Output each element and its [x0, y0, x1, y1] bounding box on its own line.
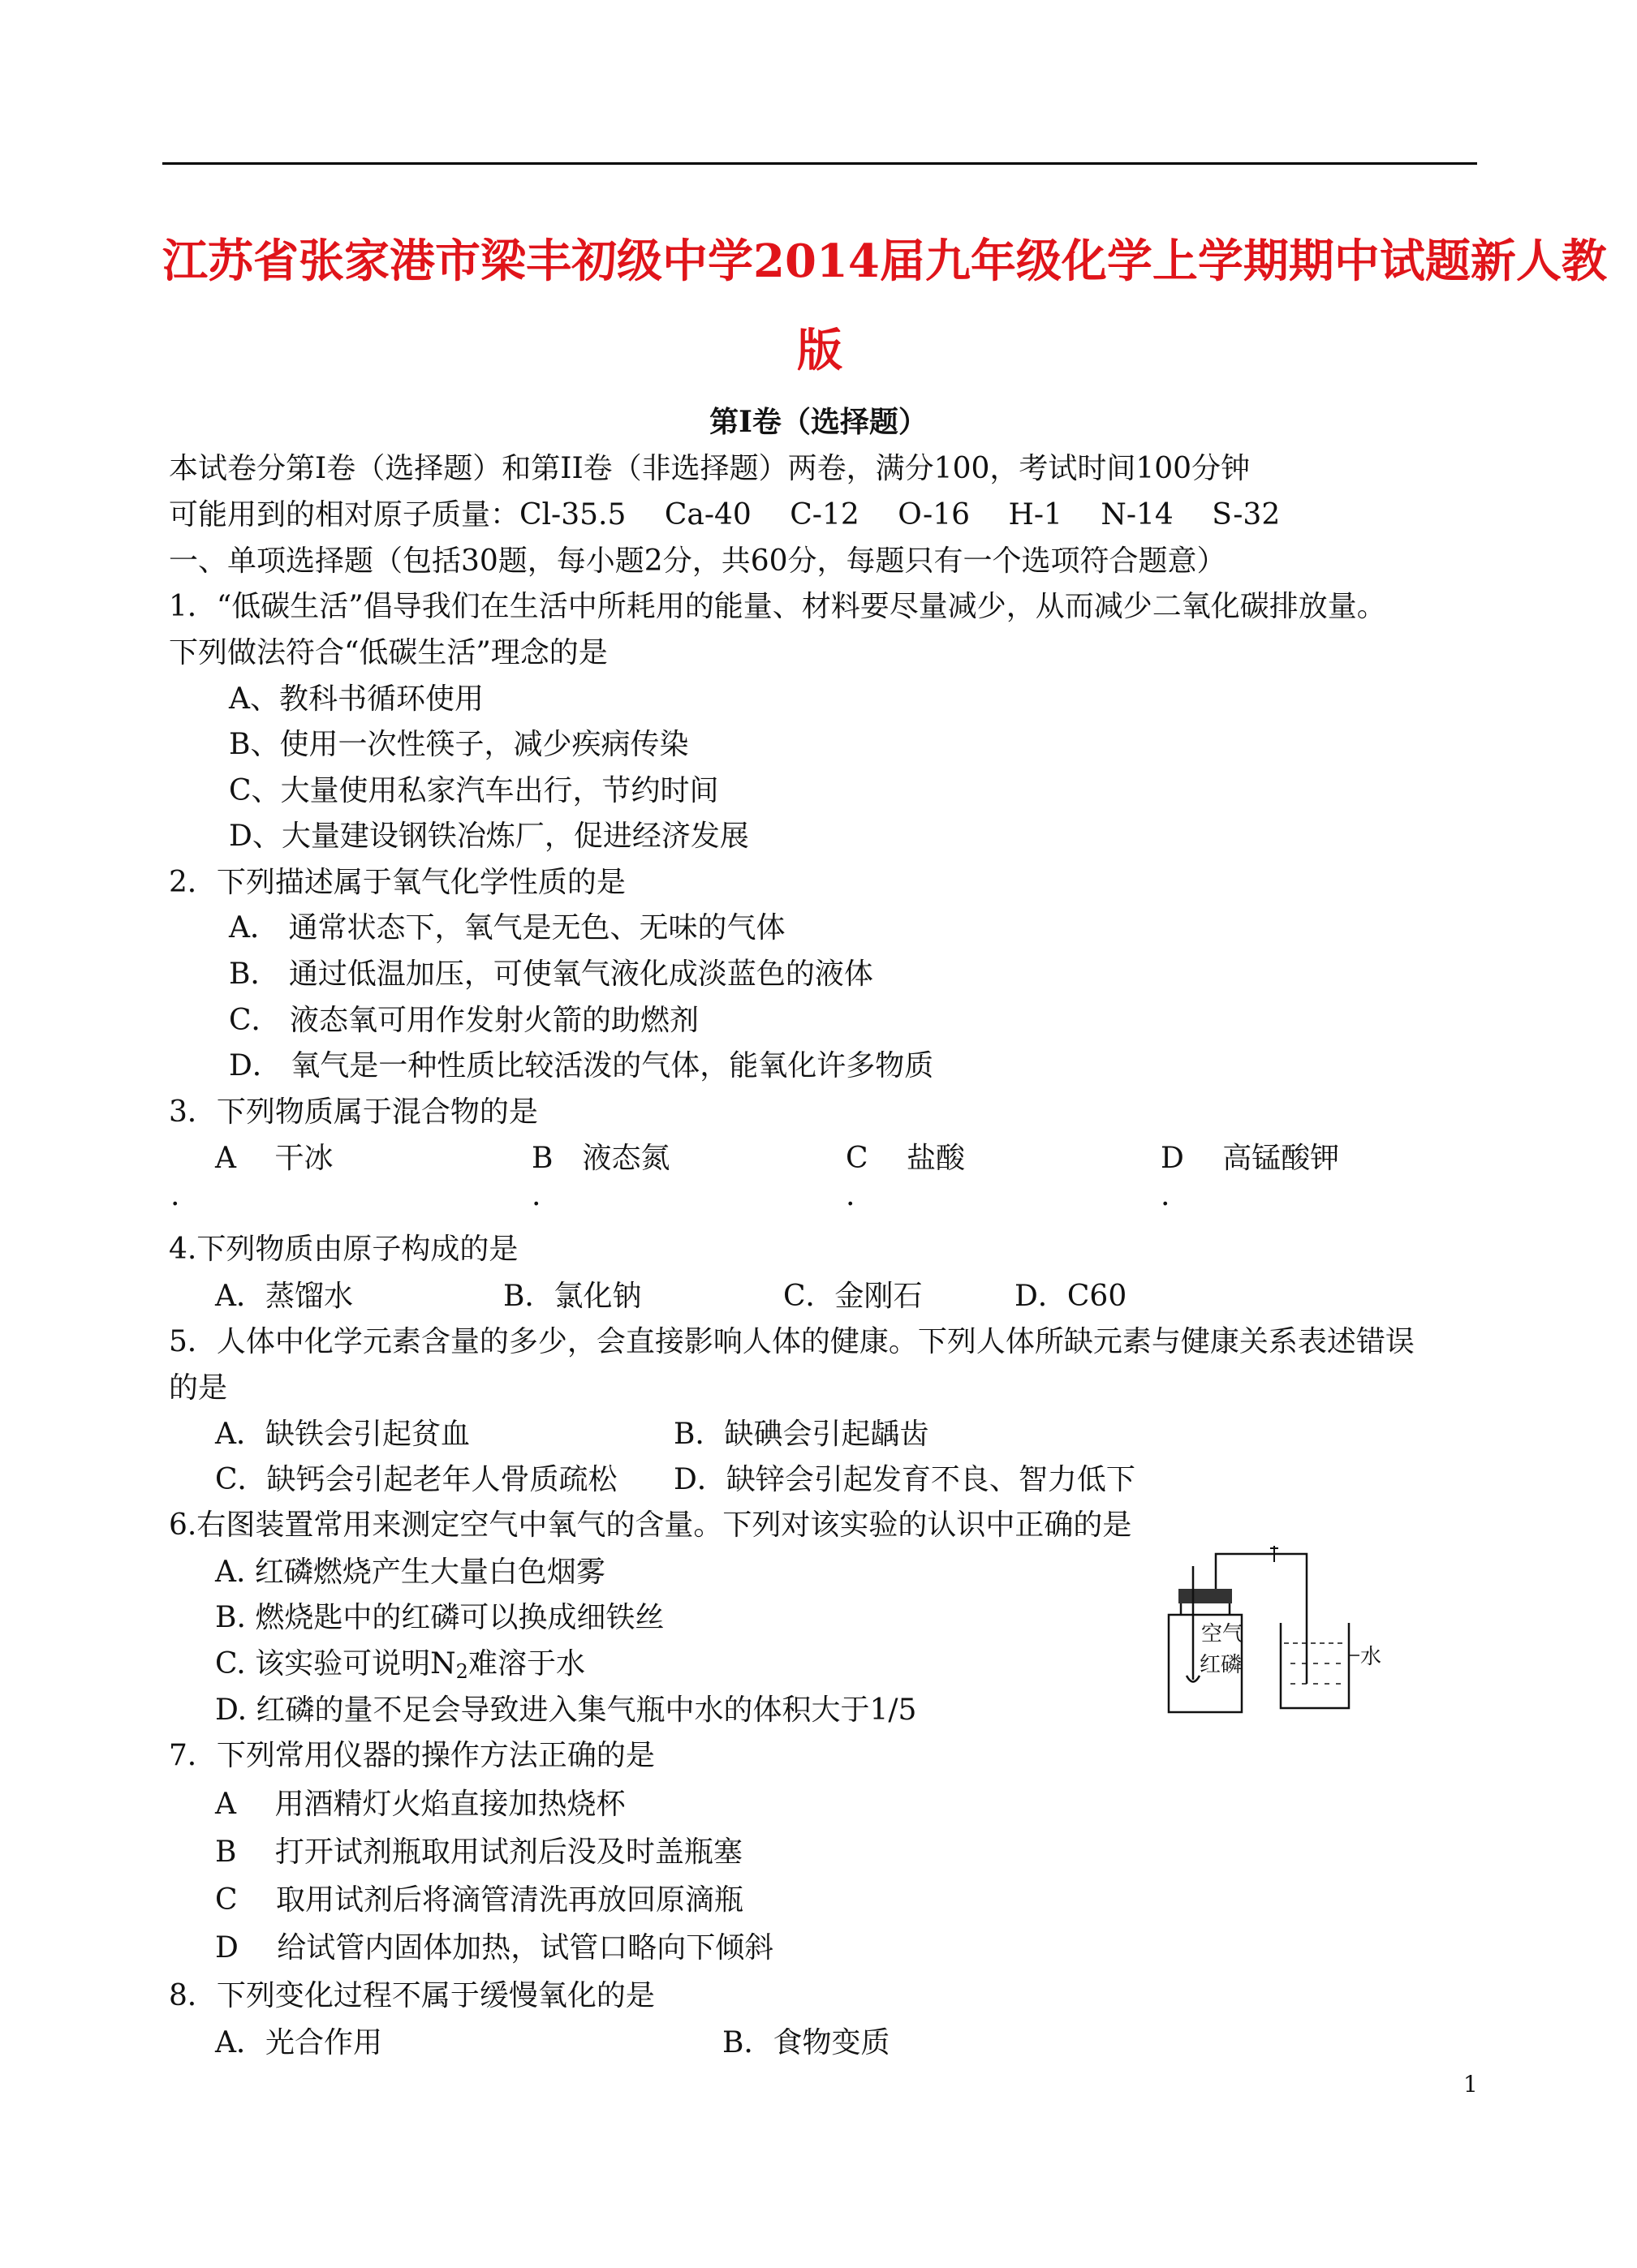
q7-stem: 7．下列常用仪器的操作方法正确的是 — [169, 1739, 655, 1772]
q8-option-a: A．光合作用 — [215, 2026, 382, 2059]
q1-stem-line-1: 1．“低碳生活”倡导我们在生活中所耗用的能量、材料要尽量减少，从而减少二氧化碳排放量。 — [169, 590, 1386, 623]
q5-option-c: C．缺钙会引起老年人骨质疏松 — [215, 1463, 618, 1496]
label-air: 空气 — [1201, 1622, 1244, 1646]
q2-stem: 2．下列描述属于氧气化学性质的是 — [169, 866, 626, 899]
q7-option-d: D 给试管内固体加热，试管口略向下倾斜 — [215, 1931, 774, 1965]
section-heading: 第Ⅰ卷（选择题） — [709, 405, 928, 439]
part-heading: 一、单项选择题（包括30题，每小题2分，共60分，每题只有一个选项符合题意） — [169, 544, 1226, 578]
document-title-line-1: 江苏省张家港市梁丰初级中学2014届九年级化学上学期期中试题新人教 — [162, 235, 1607, 288]
q8-option-b: B．食物变质 — [722, 2026, 890, 2059]
q2-option-d: D． 氧气是一种性质比较活泼的气体，能氧化许多物质 — [229, 1049, 934, 1082]
apparatus-figure — [1152, 1542, 1396, 1720]
q1-option-d: D、大量建设钢铁冶炼厂，促进经济发展 — [229, 820, 749, 853]
q6-option-c-subscript: 2 — [455, 1660, 468, 1683]
q7-option-c: C 取用试剂后将滴管清洗再放回原滴瓶 — [215, 1883, 743, 1917]
intro-line-2: 可能用到的相对原子质量：Cl-35.5 Ca-40 C-12 O-16 H-1 N-14 S-32 — [169, 498, 1281, 531]
q4-option-d: D．C60 — [1015, 1280, 1127, 1313]
q5-option-a: A．缺铁会引起贫血 — [215, 1418, 470, 1451]
q2-option-c: C． 液态氧可用作发射火箭的助燃剂 — [229, 1004, 699, 1037]
q1-option-a: A、教科书循环使用 — [229, 682, 484, 716]
q4-stem: 4.下列物质由原子构成的是 — [169, 1233, 519, 1266]
q3-option-b-dot: . — [532, 1179, 541, 1212]
q7-option-a: A 用酒精灯火焰直接加热烧杯 — [215, 1788, 626, 1821]
q4-option-c: C．金刚石 — [783, 1280, 923, 1313]
q3-option-a-dot: . — [170, 1179, 180, 1212]
q4-option-a: A．蒸馏水 — [215, 1280, 353, 1313]
q5-option-b: B．缺碘会引起龋齿 — [674, 1418, 929, 1451]
q3-option-c: C 盐酸 — [846, 1142, 965, 1175]
header-rule — [162, 162, 1477, 165]
q6-option-d: D. 红磷的量不足会导致进入集气瓶中水的体积大于1/5 — [215, 1693, 917, 1727]
q6-option-c — [215, 1647, 585, 1683]
q6-option-b: B. 燃烧匙中的红磷可以换成细铁丝 — [215, 1601, 665, 1634]
q3-stem: 3．下列物质属于混合物的是 — [169, 1095, 538, 1129]
intro-line-1: 本试卷分第Ⅰ卷（选择题）和第II卷（非选择题）两卷，满分100，考试时间100分钟 — [169, 452, 1251, 485]
q6-option-c-suffix: 难溶于水 — [467, 1647, 585, 1681]
q2-option-a: A． 通常状态下，氧气是无色、无味的气体 — [229, 911, 786, 945]
stopper-shape — [1178, 1589, 1232, 1603]
q5-stem-line-1: 5．人体中化学元素含量的多少，会直接影响人体的健康。下列人体所缺元素与健康关系表述错误 — [169, 1325, 1415, 1358]
q3-option-d-dot: . — [1161, 1179, 1170, 1212]
label-red-phosphorus: 红磷 — [1200, 1653, 1243, 1677]
q6-option-a: A. 红磷燃烧产生大量白色烟雾 — [215, 1556, 605, 1589]
q7-option-b: B 打开试剂瓶取用试剂后没及时盖瓶塞 — [215, 1835, 743, 1869]
q3-option-a: A 干冰 — [215, 1142, 334, 1175]
q6-stem: 6.右图装置常用来测定空气中氧气的含量。下列对该实验的认识中正确的是 — [169, 1508, 1132, 1542]
q6-option-c-text: C. 该实验可说明N — [215, 1647, 456, 1681]
q5-option-d: D．缺锌会引起发育不良、智力低下 — [674, 1463, 1135, 1496]
q3-option-d: D 高锰酸钾 — [1161, 1142, 1340, 1175]
page-number: 1 — [1463, 2071, 1478, 2098]
q2-option-b: B． 通过低温加压，可使氧气液化成淡蓝色的液体 — [229, 958, 873, 991]
label-water: 水 — [1360, 1645, 1382, 1669]
q1-stem-line-2: 下列做法符合“低碳生活”理念的是 — [169, 636, 608, 669]
document-title-line-2: 版 — [797, 324, 842, 377]
q3-option-c-dot: . — [846, 1179, 855, 1212]
q8-stem: 8．下列变化过程不属于缓慢氧化的是 — [169, 1979, 655, 2012]
q1-option-c: C、大量使用私家汽车出行，节约时间 — [229, 774, 719, 807]
q5-stem-line-2: 的是 — [169, 1371, 228, 1405]
q4-option-b: B．氯化钠 — [503, 1280, 642, 1313]
q3-option-b: B 液态氮 — [532, 1142, 670, 1175]
beaker-shape — [1281, 1623, 1349, 1708]
q1-option-b: B、使用一次性筷子，减少疾病传染 — [229, 728, 689, 761]
